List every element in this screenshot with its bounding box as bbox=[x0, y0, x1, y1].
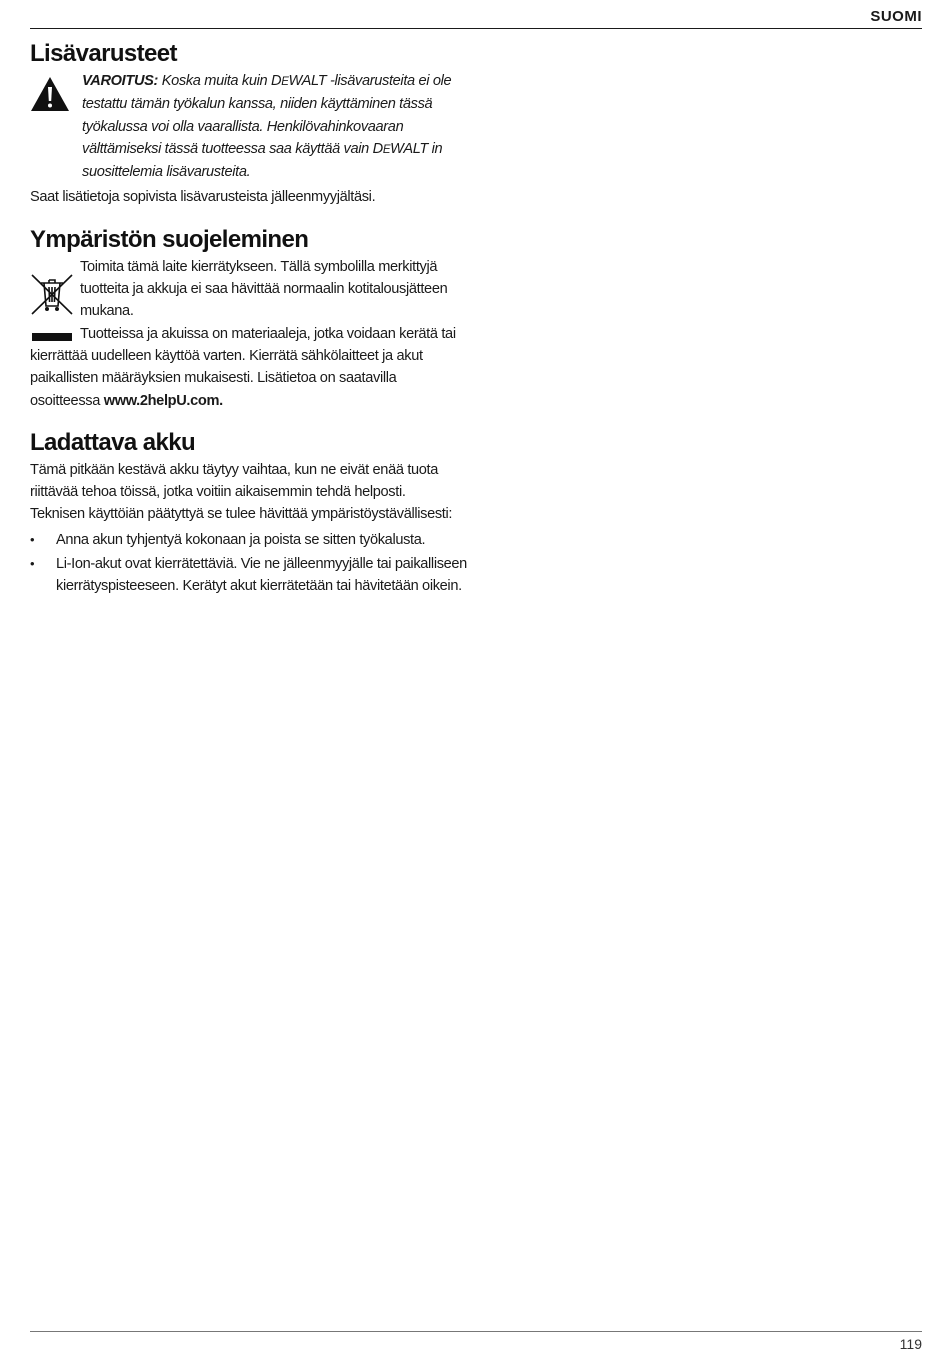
website-link[interactable]: www.2helpU.com. bbox=[103, 392, 223, 409]
brand-small-e: E bbox=[281, 76, 289, 88]
list-item: • Anna akun tyhjentyä kokonaan ja poista se sitten työkalusta. bbox=[30, 529, 470, 551]
materials-paragraph bbox=[30, 323, 470, 412]
recycle-block bbox=[30, 256, 470, 323]
warning-text-part1: Koska muita kuin D bbox=[158, 73, 282, 89]
battery-bullet-list bbox=[30, 529, 470, 598]
warning-text-part3: WALT in suosittelemia lisävarusteita. bbox=[82, 140, 443, 181]
crossed-out-bin-icon bbox=[30, 272, 74, 316]
warning-text-part2: WALT -lisävarusteita ei ole testattu tämän työkalun kanssa, niiden käyttäminen tässä työkalussa voi olla vaarallista. Henkilövahinkovaaran välttämiseksi tässä tuotteessa saa käyttää vain D bbox=[82, 73, 452, 157]
page-number: 119 bbox=[899, 1336, 922, 1352]
list-item: • Li-Ion-akut ovat kierrätettäviä. Vie ne jälleenmyyjälle tai paikalliseen kierrätyspisteeseen. Kerätyt akut kierrätetään tai hävitetään oikein. bbox=[30, 553, 470, 598]
warning-triangle-icon bbox=[30, 76, 70, 112]
battery-paragraph-1: Tämä pitkään kestävä akku täytyy vaihtaa, kun ne eivät enää tuota riittävää tehoa töissä, jotka voitiin aikaisemmin tehdä helposti. bbox=[30, 461, 439, 501]
warning-label: VAROITUS: bbox=[82, 73, 159, 89]
brand-small-e-2: E bbox=[382, 143, 391, 156]
content-column bbox=[30, 38, 470, 600]
battery-heading: Ladattava akku bbox=[30, 428, 196, 456]
materials-text: Tuotteissa ja akuissa on materiaaleja, jotka voidaan kerätä tai kierrättää uudelleen käyttöä varten. Kierrätä sähkölaitteet ja akut paikallisten määräyksien mukaisesti. Lisätietoa on saatavilla osoitteessa bbox=[30, 325, 456, 409]
black-bar-symbol bbox=[32, 333, 72, 341]
footer-rule bbox=[30, 1331, 922, 1332]
warning-text bbox=[82, 70, 470, 183]
environment-heading: Ympäristön suojeleminen bbox=[30, 225, 309, 253]
battery-paragraph-2: Teknisen käyttöiän päätyttyä se tulee hävittää ympäristöystävällisesti: bbox=[30, 506, 453, 523]
language-label: SUOMI bbox=[870, 8, 922, 25]
header-rule bbox=[30, 28, 922, 29]
accessories-note: Saat lisätietoja sopivista lisävarusteista jälleenmyyjältäsi. bbox=[30, 189, 376, 206]
recycling-paragraph: Toimita tämä laite kierrätykseen. Tällä symbolilla merkittyjä tuotteita ja akkuja ei saa hävittää normaalin kotitalousjätteen mukana. bbox=[80, 258, 448, 320]
warning-block bbox=[30, 70, 470, 183]
accessories-heading: Lisävarusteet bbox=[30, 40, 177, 67]
